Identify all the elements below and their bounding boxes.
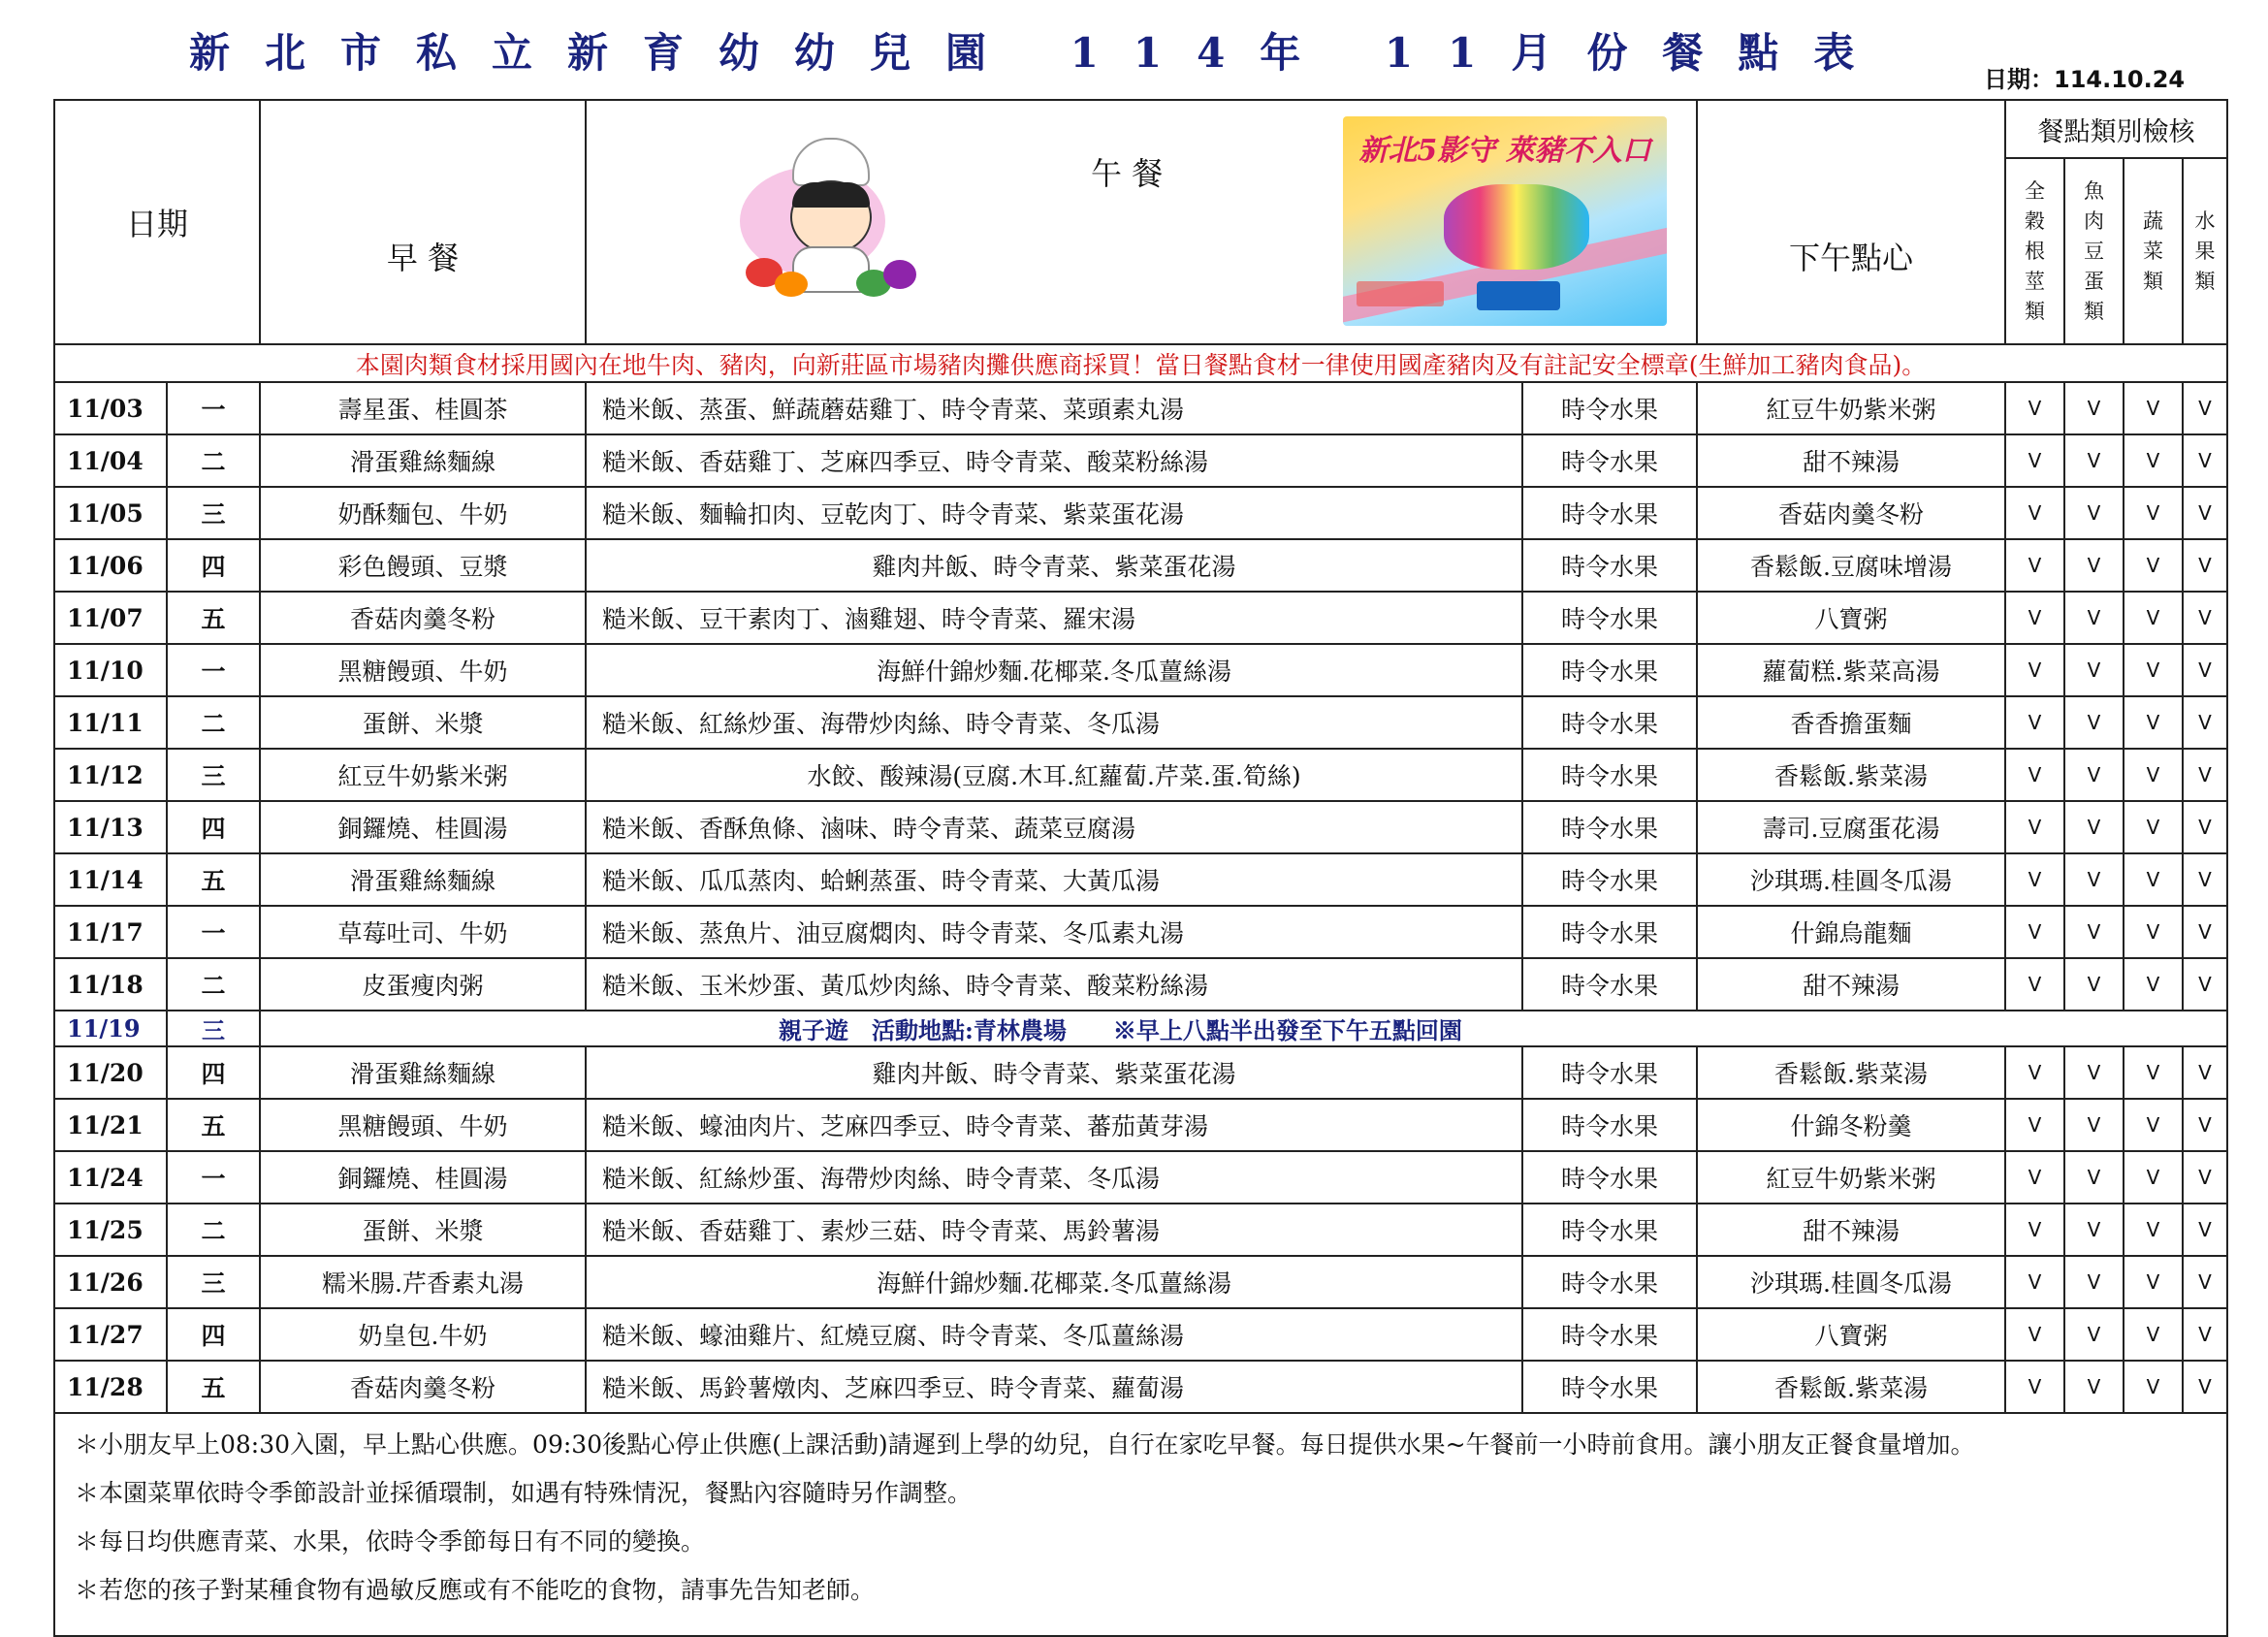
check-mark: V xyxy=(2064,539,2124,592)
check-mark: V xyxy=(2183,853,2227,906)
footnotes xyxy=(54,1413,2227,1636)
check-mark: V xyxy=(2064,1046,2124,1099)
date-cell: 11/03 xyxy=(54,382,167,434)
footnote: ＊本園菜單依時令季節設計並採循環制，如遇有特殊情況，餐點內容隨時另作調整。 xyxy=(75,1479,973,1507)
weekday-cell: 一 xyxy=(167,382,260,434)
lunch-cell: 雞肉丼飯、時令青菜、紫菜蛋花湯 xyxy=(586,1046,1522,1099)
fruit-cell: 時令水果 xyxy=(1522,1361,1697,1413)
weekday-cell: 四 xyxy=(167,539,260,592)
snack-cell: 香鬆飯.紫菜湯 xyxy=(1697,1046,2005,1099)
breakfast-cell: 草莓吐司、牛奶 xyxy=(260,906,586,958)
fruit-cell: 時令水果 xyxy=(1522,434,1697,487)
check-mark: V xyxy=(2124,592,2183,644)
table-row xyxy=(54,644,2227,696)
date-cell: 11/25 xyxy=(54,1204,167,1256)
check-mark: V xyxy=(2183,592,2227,644)
chef-face-icon xyxy=(790,180,872,254)
check-mark: V xyxy=(2124,906,2183,958)
check-mark: V xyxy=(2064,853,2124,906)
check-mark: V xyxy=(2005,434,2064,487)
header-date: 日期 xyxy=(54,100,260,344)
check-mark: V xyxy=(2064,1308,2124,1361)
date-cell: 11/14 xyxy=(54,853,167,906)
lunch-cell: 糙米飯、蒸蛋、鮮蔬蘑菇雞丁、時令青菜、菜頭素丸湯 xyxy=(586,382,1522,434)
lunch-cell: 糙米飯、蠔油雞片、紅燒豆腐、時令青菜、冬瓜薑絲湯 xyxy=(586,1308,1522,1361)
check-mark: V xyxy=(2005,539,2064,592)
breakfast-cell: 滑蛋雞絲麵線 xyxy=(260,1046,586,1099)
check-mark: V xyxy=(2124,1046,2183,1099)
snack-cell: 蘿蔔糕.紫菜高湯 xyxy=(1697,644,2005,696)
date-cell: 11/27 xyxy=(54,1308,167,1361)
check-mark: V xyxy=(2005,644,2064,696)
weekday-cell: 一 xyxy=(167,906,260,958)
check-mark: V xyxy=(2005,906,2064,958)
weekday-cell: 五 xyxy=(167,853,260,906)
pig-icon xyxy=(1444,184,1589,270)
lunch-cell: 糙米飯、香酥魚條、滷味、時令青菜、蔬菜豆腐湯 xyxy=(586,801,1522,853)
table-row xyxy=(54,434,2227,487)
date-cell: 11/19 xyxy=(54,1011,167,1046)
header-row-1 xyxy=(54,100,2227,158)
snack-cell: 甜不辣湯 xyxy=(1697,958,2005,1011)
header-cat-grains: 全 穀 根 莖 類 xyxy=(2005,158,2064,344)
header-category-check: 餐點類別檢核 xyxy=(2005,100,2227,158)
check-mark: V xyxy=(2183,434,2227,487)
table-row xyxy=(54,1151,2227,1204)
check-mark: V xyxy=(2005,1046,2064,1099)
weekday-cell: 一 xyxy=(167,644,260,696)
weekday-cell: 二 xyxy=(167,434,260,487)
breakfast-cell: 香菇肉羹冬粉 xyxy=(260,1361,586,1413)
check-mark: V xyxy=(2005,1256,2064,1308)
check-mark: V xyxy=(2124,1308,2183,1361)
check-mark: V xyxy=(2064,644,2124,696)
field-trip-row xyxy=(54,1011,2227,1046)
check-mark: V xyxy=(2124,434,2183,487)
snack-cell: 甜不辣湯 xyxy=(1697,1204,2005,1256)
header-snack: 下午點心 xyxy=(1697,100,2005,344)
header-cat-veg: 蔬 菜 類 xyxy=(2124,158,2183,344)
lunch-cell: 糙米飯、蠔油肉片、芝麻四季豆、時令青菜、蕃茄黃芽湯 xyxy=(586,1099,1522,1151)
check-mark: V xyxy=(2124,382,2183,434)
breakfast-cell: 香菇肉羹冬粉 xyxy=(260,592,586,644)
check-mark: V xyxy=(2183,382,2227,434)
check-mark: V xyxy=(2005,1151,2064,1204)
meat-source-notice: 本園肉類食材採用國內在地牛肉、豬肉，向新莊區市場豬肉攤供應商採買！當日餐點食材一律使用國產豬肉及有註記安全標章(生鮮加工豬肉食品)。 xyxy=(54,344,2227,382)
weekday-cell: 二 xyxy=(167,958,260,1011)
check-mark: V xyxy=(2064,1151,2124,1204)
fruit-cell: 時令水果 xyxy=(1522,1151,1697,1204)
check-mark: V xyxy=(2183,644,2227,696)
chef-illustration xyxy=(732,138,926,303)
weekday-cell: 一 xyxy=(167,1151,260,1204)
check-mark: V xyxy=(2005,1308,2064,1361)
check-mark: V xyxy=(2183,1151,2227,1204)
snack-cell: 紅豆牛奶紫米粥 xyxy=(1697,382,2005,434)
header-breakfast: 早 餐 xyxy=(260,100,586,344)
table-row xyxy=(54,1046,2227,1099)
date-cell: 11/10 xyxy=(54,644,167,696)
fruit-cell: 時令水果 xyxy=(1522,1099,1697,1151)
check-mark: V xyxy=(2064,382,2124,434)
check-mark: V xyxy=(2183,696,2227,749)
lunch-cell: 海鮮什錦炒麵.花椰菜.冬瓜薑絲湯 xyxy=(586,1256,1522,1308)
snack-cell: 什錦烏龍麵 xyxy=(1697,906,2005,958)
check-mark: V xyxy=(2183,1099,2227,1151)
check-mark: V xyxy=(2064,592,2124,644)
footnote: ＊每日均供應青菜、水果，依時令季節每日有不同的變換。 xyxy=(75,1527,706,1556)
weekday-cell: 五 xyxy=(167,1099,260,1151)
check-mark: V xyxy=(2183,1361,2227,1413)
date-cell: 11/06 xyxy=(54,539,167,592)
table-row xyxy=(54,906,2227,958)
table-row xyxy=(54,853,2227,906)
date-cell: 11/04 xyxy=(54,434,167,487)
check-mark: V xyxy=(2124,749,2183,801)
table-row xyxy=(54,539,2227,592)
check-mark: V xyxy=(2064,801,2124,853)
check-mark: V xyxy=(2005,853,2064,906)
check-mark: V xyxy=(2124,696,2183,749)
lunch-cell: 海鮮什錦炒麵.花椰菜.冬瓜薑絲湯 xyxy=(586,644,1522,696)
check-mark: V xyxy=(2183,539,2227,592)
date-cell: 11/20 xyxy=(54,1046,167,1099)
weekday-cell: 五 xyxy=(167,592,260,644)
snack-cell: 香鬆飯.紫菜湯 xyxy=(1697,749,2005,801)
lunch-cell: 糙米飯、紅絲炒蛋、海帶炒肉絲、時令青菜、冬瓜湯 xyxy=(586,1151,1522,1204)
check-mark: V xyxy=(2183,801,2227,853)
check-mark: V xyxy=(2064,487,2124,539)
check-mark: V xyxy=(2183,1204,2227,1256)
check-mark: V xyxy=(2005,1361,2064,1413)
check-mark: V xyxy=(2064,696,2124,749)
fruit-cell: 時令水果 xyxy=(1522,749,1697,801)
snack-cell: 香香擔蛋麵 xyxy=(1697,696,2005,749)
weekday-cell: 四 xyxy=(167,1308,260,1361)
table-row xyxy=(54,801,2227,853)
weekday-cell: 三 xyxy=(167,1256,260,1308)
table-row xyxy=(54,1308,2227,1361)
check-mark: V xyxy=(2064,749,2124,801)
date-cell: 11/24 xyxy=(54,1151,167,1204)
breakfast-cell: 彩色饅頭、豆漿 xyxy=(260,539,586,592)
snack-cell: 香鬆飯.豆腐味增湯 xyxy=(1697,539,2005,592)
breakfast-cell: 銅鑼燒、桂圓湯 xyxy=(260,1151,586,1204)
food-tray-icon xyxy=(1477,281,1560,310)
check-mark: V xyxy=(2183,1046,2227,1099)
check-mark: V xyxy=(2183,1256,2227,1308)
check-mark: V xyxy=(2064,1204,2124,1256)
snack-cell: 什錦冬粉羹 xyxy=(1697,1099,2005,1151)
fruit-cell: 時令水果 xyxy=(1522,539,1697,592)
check-mark: V xyxy=(2124,853,2183,906)
breakfast-cell: 紅豆牛奶紫米粥 xyxy=(260,749,586,801)
field-trip-event: 親子遊 活動地點:青林農場 ※早上八點半出發至下午五點回園 xyxy=(260,1011,2227,1046)
check-mark: V xyxy=(2064,906,2124,958)
check-mark: V xyxy=(2005,382,2064,434)
header-cat-fruit: 水 果 類 xyxy=(2183,158,2227,344)
notice-row xyxy=(54,344,2227,382)
header-lunch xyxy=(586,100,1697,344)
table-row xyxy=(54,958,2227,1011)
check-mark: V xyxy=(2005,1204,2064,1256)
check-mark: V xyxy=(2005,1099,2064,1151)
table-row xyxy=(54,1256,2227,1308)
fruit-cell: 時令水果 xyxy=(1522,958,1697,1011)
lunch-cell: 雞肉丼飯、時令青菜、紫菜蛋花湯 xyxy=(586,539,1522,592)
header-cat-protein: 魚 肉 豆 蛋 類 xyxy=(2064,158,2124,344)
fruit-cell: 時令水果 xyxy=(1522,592,1697,644)
lunch-cell: 糙米飯、玉米炒蛋、黃瓜炒肉絲、時令青菜、酸菜粉絲湯 xyxy=(586,958,1522,1011)
check-mark: V xyxy=(2183,906,2227,958)
date-cell: 11/18 xyxy=(54,958,167,1011)
date-cell: 11/11 xyxy=(54,696,167,749)
weekday-cell: 二 xyxy=(167,1204,260,1256)
check-mark: V xyxy=(2124,1204,2183,1256)
lunch-cell: 糙米飯、香菇雞丁、芝麻四季豆、時令青菜、酸菜粉絲湯 xyxy=(586,434,1522,487)
date-cell: 11/12 xyxy=(54,749,167,801)
date-cell: 11/26 xyxy=(54,1256,167,1308)
footnotes-row xyxy=(54,1413,2227,1636)
lunch-cell: 糙米飯、豆干素肉丁、滷雞翅、時令青菜、羅宋湯 xyxy=(586,592,1522,644)
page-title: 新北市私立新育幼幼兒園 114年 11月份餐點表 xyxy=(189,29,1890,77)
snack-cell: 沙琪瑪.桂圓冬瓜湯 xyxy=(1697,853,2005,906)
check-mark: V xyxy=(2124,1256,2183,1308)
fruit-cell: 時令水果 xyxy=(1522,853,1697,906)
lunch-cell: 糙米飯、香菇雞丁、素炒三菇、時令青菜、馬鈴薯湯 xyxy=(586,1204,1522,1256)
check-mark: V xyxy=(2183,1308,2227,1361)
date-cell: 11/17 xyxy=(54,906,167,958)
check-mark: V xyxy=(2064,958,2124,1011)
table-row xyxy=(54,696,2227,749)
fruit-cell: 時令水果 xyxy=(1522,644,1697,696)
table-row xyxy=(54,749,2227,801)
footnote: ＊若您的孩子對某種食物有過敏反應或有不能吃的食物，請事先告知老師。 xyxy=(75,1576,876,1604)
table-row xyxy=(54,487,2227,539)
fruit-cell: 時令水果 xyxy=(1522,801,1697,853)
table-row xyxy=(54,1361,2227,1413)
lunch-cell: 水餃、酸辣湯(豆腐.木耳.紅蘿蔔.芹菜.蛋.筍絲) xyxy=(586,749,1522,801)
weekday-cell: 五 xyxy=(167,1361,260,1413)
breakfast-cell: 壽星蛋、桂圓茶 xyxy=(260,382,586,434)
check-mark: V xyxy=(2124,1151,2183,1204)
check-mark: V xyxy=(2124,487,2183,539)
table-row xyxy=(54,1204,2227,1256)
lunch-cell: 糙米飯、紅絲炒蛋、海帶炒肉絲、時令青菜、冬瓜湯 xyxy=(586,696,1522,749)
breakfast-cell: 奶酥麵包、牛奶 xyxy=(260,487,586,539)
fruit-cell: 時令水果 xyxy=(1522,1308,1697,1361)
breakfast-cell: 銅鑼燒、桂圓湯 xyxy=(260,801,586,853)
check-mark: V xyxy=(2183,749,2227,801)
table-row xyxy=(54,1099,2227,1151)
snack-cell: 八寶粥 xyxy=(1697,1308,2005,1361)
check-mark: V xyxy=(2064,434,2124,487)
snack-cell: 壽司.豆腐蛋花湯 xyxy=(1697,801,2005,853)
check-mark: V xyxy=(2005,696,2064,749)
check-mark: V xyxy=(2124,801,2183,853)
breakfast-cell: 滑蛋雞絲麵線 xyxy=(260,434,586,487)
snack-cell: 八寶粥 xyxy=(1697,592,2005,644)
snack-cell: 甜不辣湯 xyxy=(1697,434,2005,487)
check-mark: V xyxy=(2124,1361,2183,1413)
anti-ractopamine-poster xyxy=(1343,116,1667,326)
footnote: ＊小朋友早上08:30入園，早上點心供應。09:30後點心停止供應(上課活動)請遲到上學的幼兒，自行在家吃早餐。每日提供水果~午餐前一小時前食用。讓小朋友正餐食量增加。 xyxy=(75,1430,1975,1459)
lunch-label: 午 餐 xyxy=(1091,155,1164,192)
check-mark: V xyxy=(2183,958,2227,1011)
snack-cell: 香菇肉羹冬粉 xyxy=(1697,487,2005,539)
breakfast-cell: 蛋餅、米漿 xyxy=(260,696,586,749)
date-cell: 11/28 xyxy=(54,1361,167,1413)
breakfast-cell: 黑糖饅頭、牛奶 xyxy=(260,1099,586,1151)
date-cell: 11/05 xyxy=(54,487,167,539)
weekday-cell: 三 xyxy=(167,1011,260,1046)
check-mark: V xyxy=(2005,487,2064,539)
fruit-cell: 時令水果 xyxy=(1522,1204,1697,1256)
breakfast-cell: 皮蛋瘦肉粥 xyxy=(260,958,586,1011)
weekday-cell: 四 xyxy=(167,1046,260,1099)
table-row xyxy=(54,592,2227,644)
check-mark: V xyxy=(2124,644,2183,696)
meal-table xyxy=(53,99,2228,1637)
snack-cell: 紅豆牛奶紫米粥 xyxy=(1697,1151,2005,1204)
poster-title: 新北5影守 萊豬不入口 xyxy=(1358,134,1651,168)
breakfast-cell: 糯米腸.芹香素丸湯 xyxy=(260,1256,586,1308)
lunch-cell: 糙米飯、馬鈴薯燉肉、芝麻四季豆、時令青菜、蘿蔔湯 xyxy=(586,1361,1522,1413)
breakfast-cell: 黑糖饅頭、牛奶 xyxy=(260,644,586,696)
check-mark: V xyxy=(2124,958,2183,1011)
breakfast-cell: 蛋餅、米漿 xyxy=(260,1204,586,1256)
lunch-cell: 糙米飯、瓜瓜蒸肉、蛤蜊蒸蛋、時令青菜、大黃瓜湯 xyxy=(586,853,1522,906)
check-mark: V xyxy=(2064,1099,2124,1151)
lunch-cell: 糙米飯、蒸魚片、油豆腐燜肉、時令青菜、冬瓜素丸湯 xyxy=(586,906,1522,958)
chef-hat-icon xyxy=(792,138,870,186)
date-cell: 11/13 xyxy=(54,801,167,853)
weekday-cell: 二 xyxy=(167,696,260,749)
fruit-cell: 時令水果 xyxy=(1522,906,1697,958)
breakfast-cell: 奶皇包.牛奶 xyxy=(260,1308,586,1361)
table-row xyxy=(54,382,2227,434)
lunch-cell: 糙米飯、麵輪扣肉、豆乾肉丁、時令青菜、紫菜蛋花湯 xyxy=(586,487,1522,539)
issue-date: 日期：114.10.24 xyxy=(1984,66,2186,93)
check-mark: V xyxy=(2005,801,2064,853)
check-mark: V xyxy=(2005,749,2064,801)
weekday-cell: 三 xyxy=(167,749,260,801)
fruit-cell: 時令水果 xyxy=(1522,382,1697,434)
fruit-cell: 時令水果 xyxy=(1522,696,1697,749)
fruit-cell: 時令水果 xyxy=(1522,1256,1697,1308)
check-mark: V xyxy=(2064,1361,2124,1413)
check-mark: V xyxy=(2005,958,2064,1011)
weekday-cell: 三 xyxy=(167,487,260,539)
check-mark: V xyxy=(2005,592,2064,644)
snack-cell: 沙琪瑪.桂圓冬瓜湯 xyxy=(1697,1256,2005,1308)
fruit-cell: 時令水果 xyxy=(1522,487,1697,539)
fruit-cell: 時令水果 xyxy=(1522,1046,1697,1099)
weekday-cell: 四 xyxy=(167,801,260,853)
date-cell: 11/21 xyxy=(54,1099,167,1151)
breakfast-cell: 滑蛋雞絲麵線 xyxy=(260,853,586,906)
snack-cell: 香鬆飯.紫菜湯 xyxy=(1697,1361,2005,1413)
check-mark: V xyxy=(2183,487,2227,539)
check-mark: V xyxy=(2124,539,2183,592)
date-cell: 11/07 xyxy=(54,592,167,644)
check-mark: V xyxy=(2124,1099,2183,1151)
check-mark: V xyxy=(2064,1256,2124,1308)
